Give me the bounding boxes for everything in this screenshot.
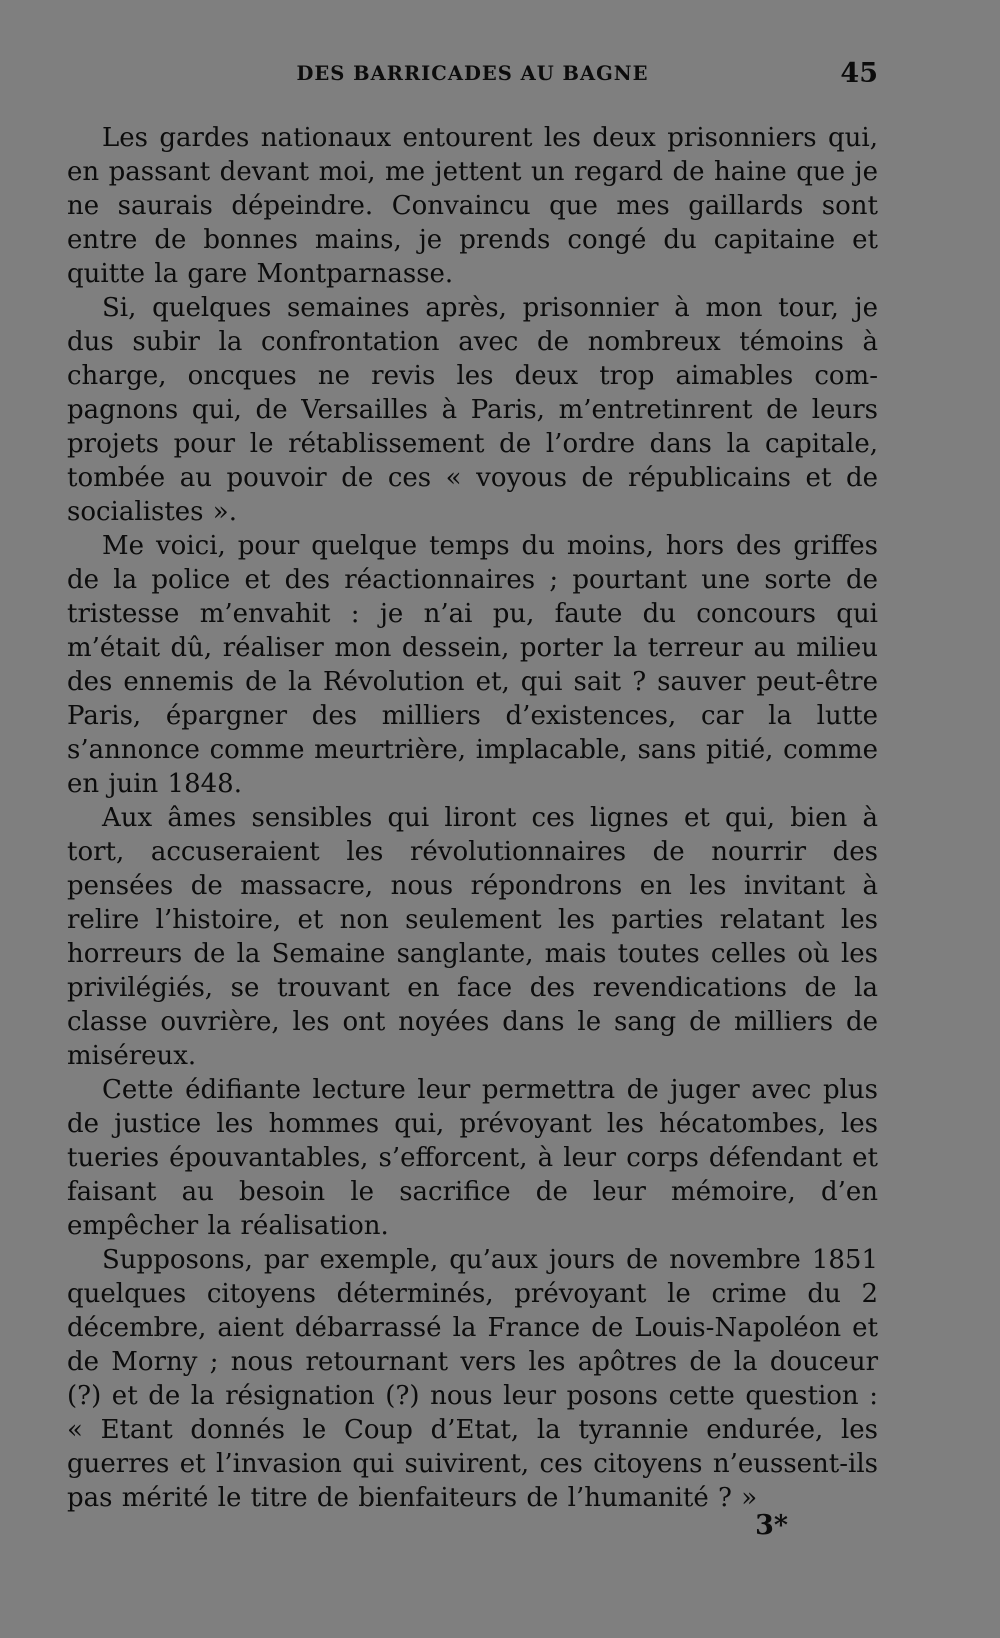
body-text (67, 121, 878, 1515)
paragraph-2: Si, quelques semaines après, prisonnier à mon tour, je dus subir la confrontation avec de nombreux témoins à charge, oncques ne revis les deux trop aimables compagnons qui, de Versailles à Paris, m’entretinrent de leurs projets pour le rétablissement de l’ordre dans la capitale, tombée au pouvoir de ces « voyous de républicains et de socialistes ». (67, 293, 878, 527)
paragraph-5: Cette édifiante lecture leur permettra de juger avec plus de justice les hommes qui, prévoyant les hécatombes, les tueries épouvantables, s’efforcent, à leur corps défendant et faisant au besoin le sacrifice de leur mémoire, d’en empêcher la réalisation. (67, 1075, 878, 1241)
paragraph-1: Les gardes nationaux entourent les deux prisonniers qui, en passant devant moi, me jettent un regard de haine que je ne saurais dépeindre. Convaincu que mes gaillards sont entre de bonnes mains, je prends congé du capitaine et quitte la gare Montparnasse. (67, 123, 878, 289)
paragraph-6: Supposons, par exemple, qu’aux jours de novembre 1851 quelques citoyens déterminés, prévoyant le crime du 2 décembre, aient débarrassé la France de Louis-Napoléon et de Morny ; nous retournant vers les apôtres de la douceur (?) et de la résignation (?) nous leur posons cette question : « Etant donnés le Coup d’Etat, la tyrannie endurée, les guerres et l’invasion qui suivirent, ces citoyens n’eussent-ils pas mérité le titre de bienfaiteurs de l’humanité ? » (67, 1245, 878, 1513)
running-head (67, 58, 878, 94)
signature-mark: 3* (755, 1510, 788, 1541)
book-page (67, 0, 878, 1638)
paragraph-3: Me voici, pour quelque temps du moins, hors des griffes de la police et des réactionnaires ; pourtant une sorte de tristesse m’envahit : je n’ai pu, faute du concours qui m’était dû, réaliser mon dessein, porter la terreur au milieu des ennemis de la Révolution et, qui sait ? sauver peut-être Paris, épargner des milliers d’existences, car la lutte s’annonce comme meurtrière, implacable, sans pitié, comme en juin 1848. (67, 531, 878, 799)
paragraph-4: Aux âmes sensibles qui liront ces lignes et qui, bien à tort, accuseraient les révolutionnaires de nourrir des pensées de massacre, nous répondrons en les invitant à relire l’histoire, et non seulement les parties relatant les horreurs de la Semaine sanglante, mais toutes celles où les privilégiés, se trouvant en face des revendications de la classe ouvrière, les ont noyées dans le sang de milliers de miséreux. (67, 803, 878, 1071)
running-title: DES BARRICADES AU BAGNE (296, 62, 649, 85)
page-number: 45 (840, 58, 878, 89)
